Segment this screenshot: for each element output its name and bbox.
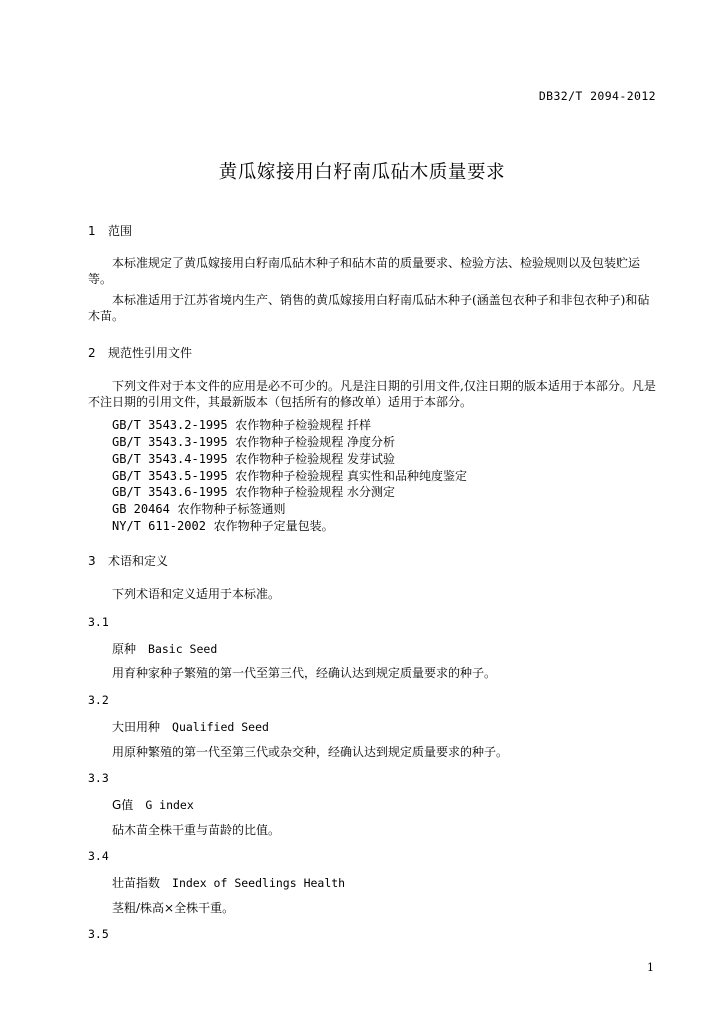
term-number: 3.2	[88, 693, 109, 707]
reference-item	[112, 450, 395, 467]
term-number: 3.5	[88, 927, 109, 941]
section-3-heading	[88, 552, 168, 569]
reference-title: 农作物种子检验规程 净度分析	[235, 435, 396, 449]
section-number: 1	[88, 224, 96, 238]
reference-code: GB/T 3543.3-1995	[112, 435, 228, 449]
page-number: 1	[647, 961, 654, 974]
section-number: 3	[88, 554, 96, 568]
reference-title: 农作物种子标签通则	[177, 502, 286, 516]
reference-item	[112, 467, 467, 484]
section-number: 2	[88, 346, 96, 360]
section-1-paragraph-1: 本标准规定了黄瓜嫁接用白籽南瓜砧木种子和砧木苗的质量要求、检验方法、检验规则以及包装贮运等。	[88, 256, 641, 286]
term-heading	[112, 640, 217, 657]
reference-code: NY/T 611-2002	[112, 519, 206, 533]
reference-title: 农作物种子定量包装。	[213, 519, 334, 533]
section-1-paragraph-2: 本标准适用于江苏省境内生产、销售的黄瓜嫁接用白籽南瓜砧木种子(涵盖包衣种子和非包衣种子)和砧木苗。	[88, 293, 650, 323]
term-name: 原种	[112, 642, 137, 656]
section-1-heading	[88, 222, 132, 239]
section-title: 范围	[108, 224, 133, 238]
section-2-intro: 下列文件对于本文件的应用是必不可少的。凡是注日期的引用文件,仅注日期的版本适用于本部分。凡是不注日期的引用文件，其最新版本（包括所有的修改单）适用于本部分。	[88, 379, 656, 409]
reference-code: GB/T 3543.5-1995	[112, 469, 228, 483]
reference-item	[112, 517, 334, 534]
section-2-heading	[88, 344, 192, 361]
reference-item	[112, 500, 285, 517]
reference-code: GB/T 3543.4-1995	[112, 452, 228, 466]
term-name: G值	[112, 798, 134, 812]
reference-code: GB/T 3543.2-1995	[112, 418, 228, 432]
reference-title: 农作物种子检验规程 发芽试验	[235, 452, 396, 466]
term-name: 大田用种	[112, 720, 161, 734]
term-definition: 用育种家种子繁殖的第一代至第三代，经确认达到规定质量要求的种子。	[112, 666, 497, 680]
term-number: 3.4	[88, 849, 109, 863]
term-english: Qualified Seed	[172, 720, 269, 734]
reference-item	[112, 483, 395, 500]
reference-item	[112, 433, 395, 450]
term-definition: 砧木苗全株干重与苗龄的比值。	[112, 823, 281, 837]
term-english: Basic Seed	[148, 642, 218, 656]
term-definition: 茎粗/株高×全株干重。	[112, 901, 235, 915]
term-number: 3.3	[88, 771, 109, 785]
term-number: 3.1	[88, 615, 109, 629]
section-title: 规范性引用文件	[108, 346, 193, 360]
reference-code: GB/T 3543.6-1995	[112, 485, 228, 499]
term-heading	[112, 796, 194, 813]
document-code: DB32/T 2094-2012	[538, 89, 656, 103]
term-heading	[112, 874, 345, 891]
term-name: 壮苗指数	[112, 876, 161, 890]
term-definition: 用原种繁殖的第一代至第三代或杂交种，经确认达到规定质量要求的种子。	[112, 745, 509, 759]
reference-item	[112, 416, 371, 433]
term-english: G index	[145, 798, 194, 812]
document-title: 黄瓜嫁接用白籽南瓜砧木质量要求	[218, 162, 506, 183]
reference-title: 农作物种子检验规程 水分测定	[235, 485, 396, 499]
reference-title: 农作物种子检验规程 扦样	[235, 418, 372, 432]
term-heading	[112, 718, 269, 735]
reference-code: GB 20464	[112, 502, 170, 516]
section-3-intro: 下列术语和定义适用于本标准。	[112, 587, 281, 601]
term-english: Index of Seedlings Health	[172, 876, 346, 890]
reference-title: 农作物种子检验规程 真实性和品种纯度鉴定	[235, 469, 468, 483]
section-title: 术语和定义	[108, 554, 169, 568]
